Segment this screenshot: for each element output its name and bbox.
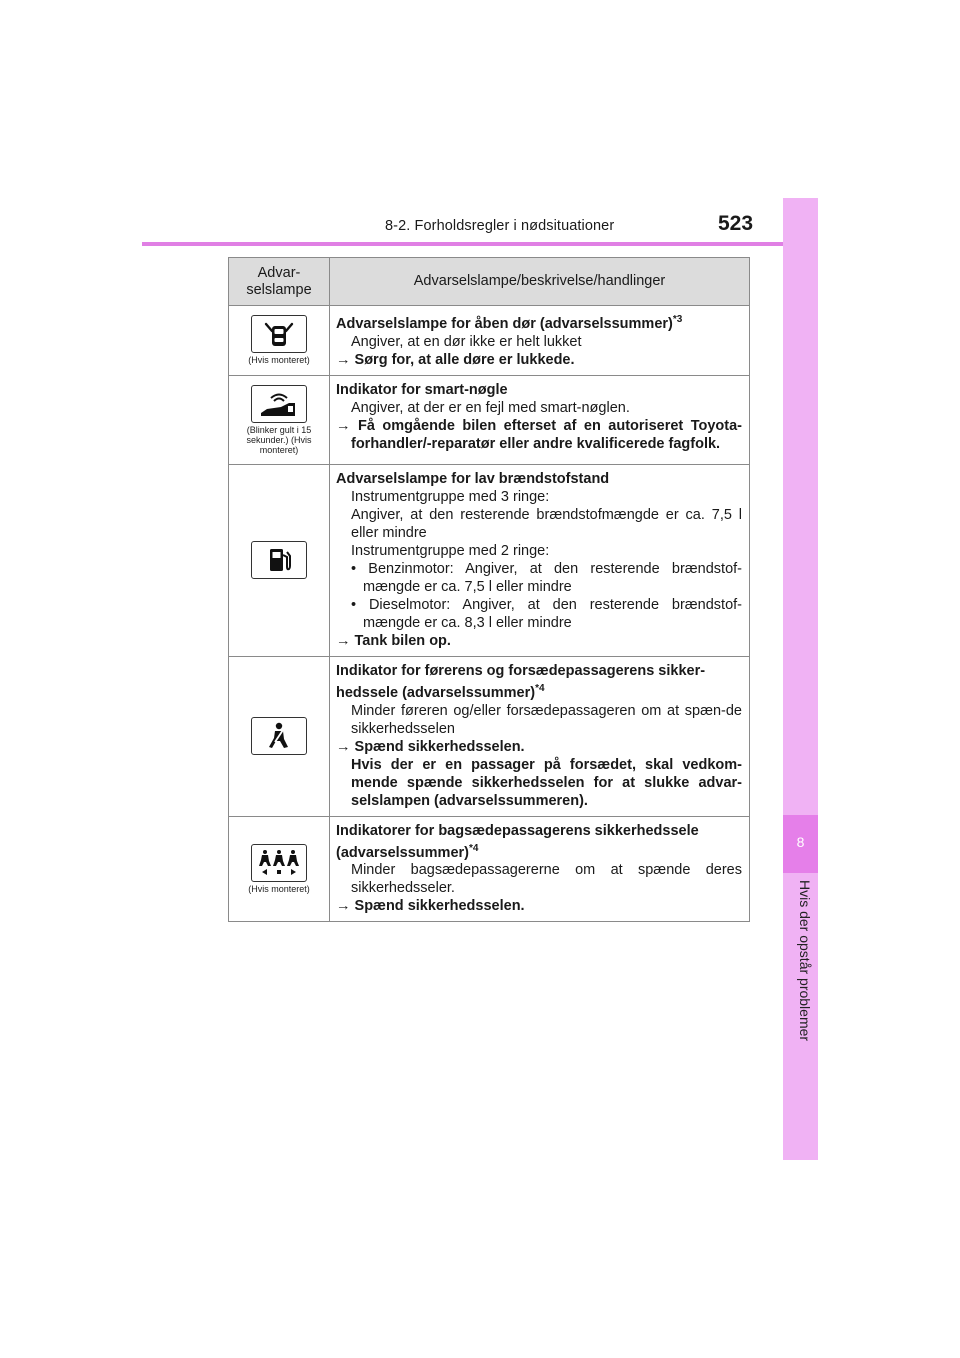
lamp-title: Indikatorer for bagsædepassagerens sikkerhedssele (advarselssummer)	[336, 822, 699, 861]
lamp-cell	[229, 375, 330, 464]
lamp-title: Indikator for smart-nøgle	[336, 381, 508, 398]
table-row	[229, 306, 750, 376]
lamp-description: Instrumentgruppe med 3 ringe:	[351, 488, 550, 505]
lamp-title: Advarselslampe for åben dør (advarselssummer)	[336, 315, 673, 332]
footnote-ref: *4	[469, 842, 479, 854]
footnote-ref: *4	[535, 682, 545, 694]
lamp-note: (Hvis monteret)	[248, 355, 310, 366]
rear-seatbelt-icon	[251, 844, 307, 882]
lamp-cell	[229, 816, 330, 922]
lamp-description: Instrumentgruppe med 2 ringe:	[351, 542, 550, 559]
table-row	[229, 656, 750, 816]
lamp-action: Tank bilen op.	[354, 632, 451, 649]
arrow-glyph: →	[336, 898, 351, 915]
arrow-glyph: →	[336, 351, 351, 368]
table-row	[229, 464, 750, 656]
table-row	[229, 816, 750, 922]
lamp-action-continued: Hvis der er en passager på forsædet, skal vedkom-mende spænde sikkerhedsselen for at slukke advar-selslampen (advarselssummeren).	[351, 756, 742, 809]
description-cell	[330, 816, 750, 922]
lamp-title: Advarselslampe for lav brændstofstand	[336, 470, 610, 487]
lamp-description: Minder føreren og/eller forsædepassageren om at spæn-de sikkerhedsselen	[351, 702, 742, 737]
smart-key-icon	[251, 385, 307, 423]
lamp-cell	[229, 306, 330, 376]
description-cell	[330, 656, 750, 816]
column-header-description: Advarselslampe/beskrivelse/handlinger	[330, 258, 750, 306]
lamp-bullet: Dieselmotor: Angiver, at den resterende brændstof-mængde er ca. 8,3 l eller mindre	[363, 596, 743, 631]
description-cell	[330, 306, 750, 376]
chapter-title: Hvis der opstår problemer	[797, 880, 813, 1042]
arrow-glyph: →	[336, 632, 351, 649]
arrow-glyph: →	[336, 417, 351, 434]
chapter-number: 8	[796, 834, 805, 850]
table-row	[229, 375, 750, 464]
lamp-description: Angiver, at den resterende brændstofmængde er ca. 7,5 l eller mindre	[351, 506, 742, 541]
footnote-ref: *3	[672, 314, 683, 325]
description-cell	[330, 464, 750, 656]
lamp-cell	[229, 656, 330, 816]
column-header-lamp: Advar- selslampe	[229, 258, 330, 306]
section-title: 8-2. Forholdsregler i nødsituationer	[385, 218, 615, 234]
lamp-description: Minder bagsædepassagererne om at spænde deres sikkerhedsseler.	[351, 862, 742, 897]
lamp-title: Indikator for førerens og forsædepassagerens sikker-hedssele (advarselssummer)	[336, 662, 706, 701]
lamp-cell	[229, 464, 330, 656]
description-cell	[330, 375, 750, 464]
lamp-description: Angiver, at der er en fejl med smart-nøglen.	[351, 399, 630, 416]
lamp-action: Få omgående bilen efterset af en autoriseret Toyota-forhandler/-reparatør eller andre kvalificerede fagfolk.	[351, 417, 742, 452]
lamp-description: Angiver, at en dør ikke er helt lukket	[351, 333, 582, 350]
lamp-bullet: Benzinmotor: Angiver, at den resterende brændstof-mængde er ca. 7,5 l eller mindre	[363, 560, 742, 595]
lamp-action: Sørg for, at alle døre er lukkede.	[354, 351, 575, 368]
fuel-pump-icon	[251, 541, 307, 579]
page-number: 523	[718, 212, 754, 235]
bullet-glyph: •	[351, 560, 357, 577]
lamp-action: Spænd sikkerhedsselen.	[354, 738, 525, 755]
lamp-note: (Blinker gult i 15 sekunder.) (Hvis monteret)	[246, 424, 312, 455]
header-rule	[142, 242, 818, 246]
door-open-icon	[251, 315, 307, 353]
arrow-glyph: →	[336, 738, 351, 755]
bullet-glyph: •	[351, 596, 357, 613]
table-header-row	[229, 258, 750, 306]
lamp-action: Spænd sikkerhedsselen.	[354, 898, 525, 915]
lamp-note: (Hvis monteret)	[248, 884, 310, 895]
warning-lamp-table	[228, 257, 750, 922]
seatbelt-icon	[251, 717, 307, 755]
